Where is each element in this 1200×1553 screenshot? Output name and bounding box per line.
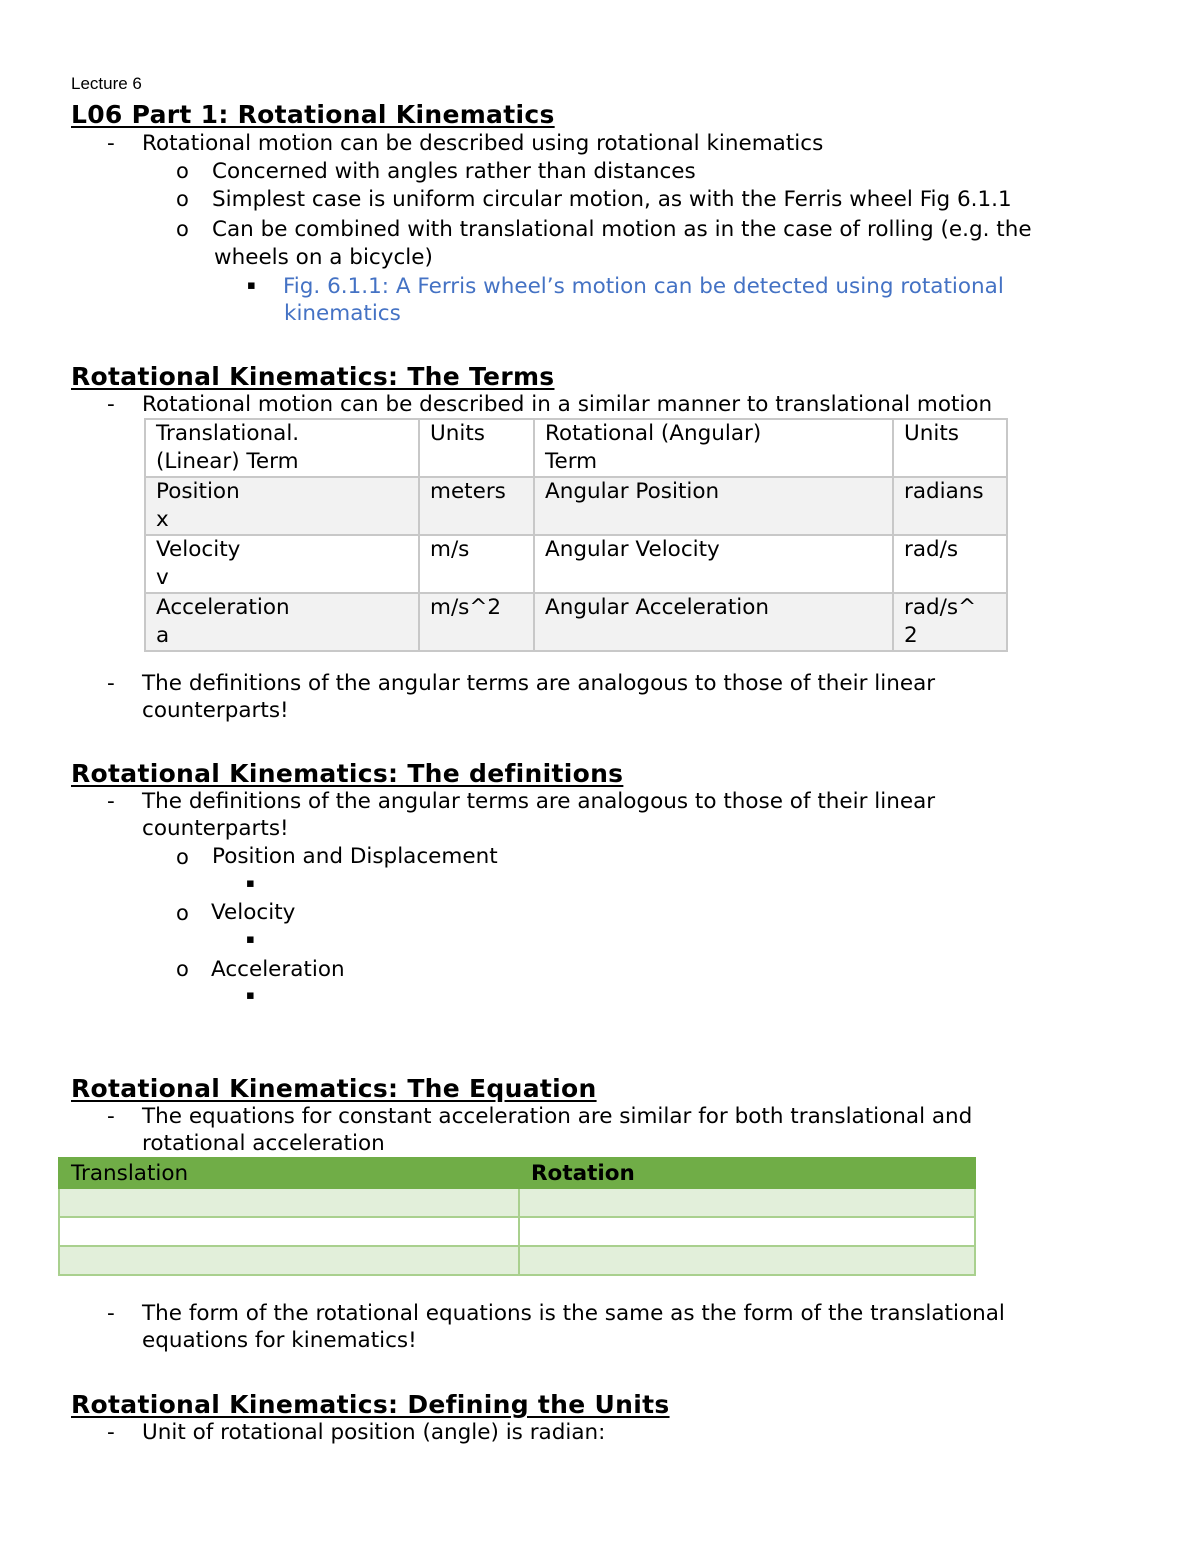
- section1-heading: L06 Part 1: Rotational Kinematics: [71, 100, 555, 129]
- bullet-circle: o: [176, 159, 189, 183]
- s1-sub3-line1: Can be combined with translational motion as in the case of rolling (e.g. the: [212, 217, 1032, 242]
- bullet-square: ▪: [246, 932, 255, 947]
- table-row: [145, 535, 1007, 593]
- header-cell: [534, 419, 893, 477]
- bullet-circle: o: [176, 187, 189, 211]
- cell-text: Position: [156, 479, 240, 504]
- cell-text: Acceleration: [156, 595, 290, 620]
- s3-bullet1-line1: The definitions of the angular terms are analogous to those of their linear: [142, 789, 936, 814]
- s5-bullet1: Unit of rotational position (angle) is radian:: [142, 1420, 606, 1445]
- table-cell: [59, 1217, 519, 1246]
- table-cell: [893, 593, 1007, 651]
- section3-heading: Rotational Kinematics: The definitions: [71, 759, 624, 788]
- table-cell: [519, 1217, 975, 1246]
- cell-text: Velocity: [156, 537, 241, 562]
- cell-text: a: [156, 623, 170, 648]
- section4-heading: Rotational Kinematics: The Equation: [71, 1074, 597, 1103]
- s2-bullet2-line2: counterparts!: [142, 698, 289, 723]
- s1-sub1: Concerned with angles rather than distances: [212, 159, 696, 184]
- table-cell: [893, 477, 1007, 535]
- bullet-circle: o: [176, 845, 189, 869]
- table-cell: [59, 1246, 519, 1275]
- figure-caption-line2: kinematics: [284, 301, 401, 326]
- table-cell: meters: [419, 477, 534, 535]
- table-cell: m/s^2: [419, 593, 534, 651]
- s1-bullet1: Rotational motion can be described using rotational kinematics: [142, 131, 824, 156]
- bullet-dash: -: [107, 789, 115, 814]
- header-cell: Units: [893, 419, 1007, 477]
- terms-table: [144, 418, 1008, 652]
- s3-sub1: Position and Displacement: [212, 844, 498, 869]
- table-cell: [519, 1246, 975, 1275]
- bullet-square: ▪: [246, 988, 255, 1003]
- bullet-dash: -: [107, 671, 115, 696]
- bullet-circle: o: [176, 217, 189, 241]
- bullet-dash: -: [107, 1104, 115, 1129]
- s4-bullet1-line2: rotational acceleration: [142, 1131, 385, 1156]
- terms-header-row: [145, 419, 1007, 477]
- table-cell: [59, 1188, 519, 1217]
- table-cell: [145, 477, 419, 535]
- cell-text: radians: [904, 479, 984, 504]
- cell-text: 2: [904, 623, 918, 648]
- s3-sub3: Acceleration: [211, 957, 345, 982]
- header-cell: Units: [419, 419, 534, 477]
- s1-sub2: Simplest case is uniform circular motion, as with the Ferris wheel Fig 6.1.1: [212, 187, 1012, 212]
- header-text: Term: [545, 449, 598, 474]
- section2-heading: Rotational Kinematics: The Terms: [71, 362, 555, 391]
- cell-text: rad/s: [904, 537, 959, 562]
- s1-sub3-line2: wheels on a bicycle): [214, 245, 433, 270]
- header-text: Translational.: [156, 421, 300, 446]
- table-cell: [893, 535, 1007, 593]
- s2-bullet1: Rotational motion can be described in a similar manner to translational motion: [142, 392, 993, 417]
- bullet-dash: -: [107, 1420, 115, 1445]
- table-cell: [145, 535, 419, 593]
- table-row: [145, 477, 1007, 535]
- table-row: [59, 1217, 975, 1246]
- header-text: Rotational (Angular): [545, 421, 762, 446]
- s3-sub2: Velocity: [211, 900, 296, 925]
- table-cell: [145, 593, 419, 651]
- table-row: [59, 1246, 975, 1275]
- equations-header-row: [59, 1158, 975, 1188]
- table-cell: m/s: [419, 535, 534, 593]
- s4-bullet2-line1: The form of the rotational equations is the same as the form of the translational: [142, 1301, 1005, 1326]
- s4-bullet2-line2: equations for kinematics!: [142, 1328, 417, 1353]
- cell-text: rad/s^: [904, 595, 977, 620]
- equations-table: [58, 1157, 976, 1276]
- table-cell: Angular Acceleration: [534, 593, 893, 651]
- bullet-square: ▪: [246, 876, 255, 891]
- cell-text: v: [156, 565, 169, 590]
- header-translation: Translation: [59, 1158, 519, 1188]
- bullet-circle: o: [176, 901, 189, 925]
- bullet-square: ▪: [247, 278, 256, 293]
- bullet-dash: -: [107, 1301, 115, 1326]
- bullet-circle: o: [176, 957, 189, 981]
- figure-caption-line1: Fig. 6.1.1: A Ferris wheel’s motion can be detected using rotational: [283, 274, 1004, 299]
- cell-text: x: [156, 507, 169, 532]
- table-cell: Angular Velocity: [534, 535, 893, 593]
- lecture-label: Lecture 6: [71, 74, 142, 93]
- table-cell: [519, 1188, 975, 1217]
- s2-bullet2-line1: The definitions of the angular terms are analogous to those of their linear: [142, 671, 936, 696]
- bullet-dash: -: [107, 131, 115, 156]
- header-text: (Linear) Term: [156, 449, 299, 474]
- table-cell: Angular Position: [534, 477, 893, 535]
- s3-bullet1-line2: counterparts!: [142, 816, 289, 841]
- header-cell: [145, 419, 419, 477]
- table-row: [59, 1188, 975, 1217]
- section5-heading: Rotational Kinematics: Defining the Units: [71, 1390, 670, 1419]
- s4-bullet1-line1: The equations for constant acceleration are similar for both translational and: [142, 1104, 973, 1129]
- bullet-dash: -: [107, 392, 115, 417]
- header-rotation: Rotation: [519, 1158, 975, 1188]
- table-row: [145, 593, 1007, 651]
